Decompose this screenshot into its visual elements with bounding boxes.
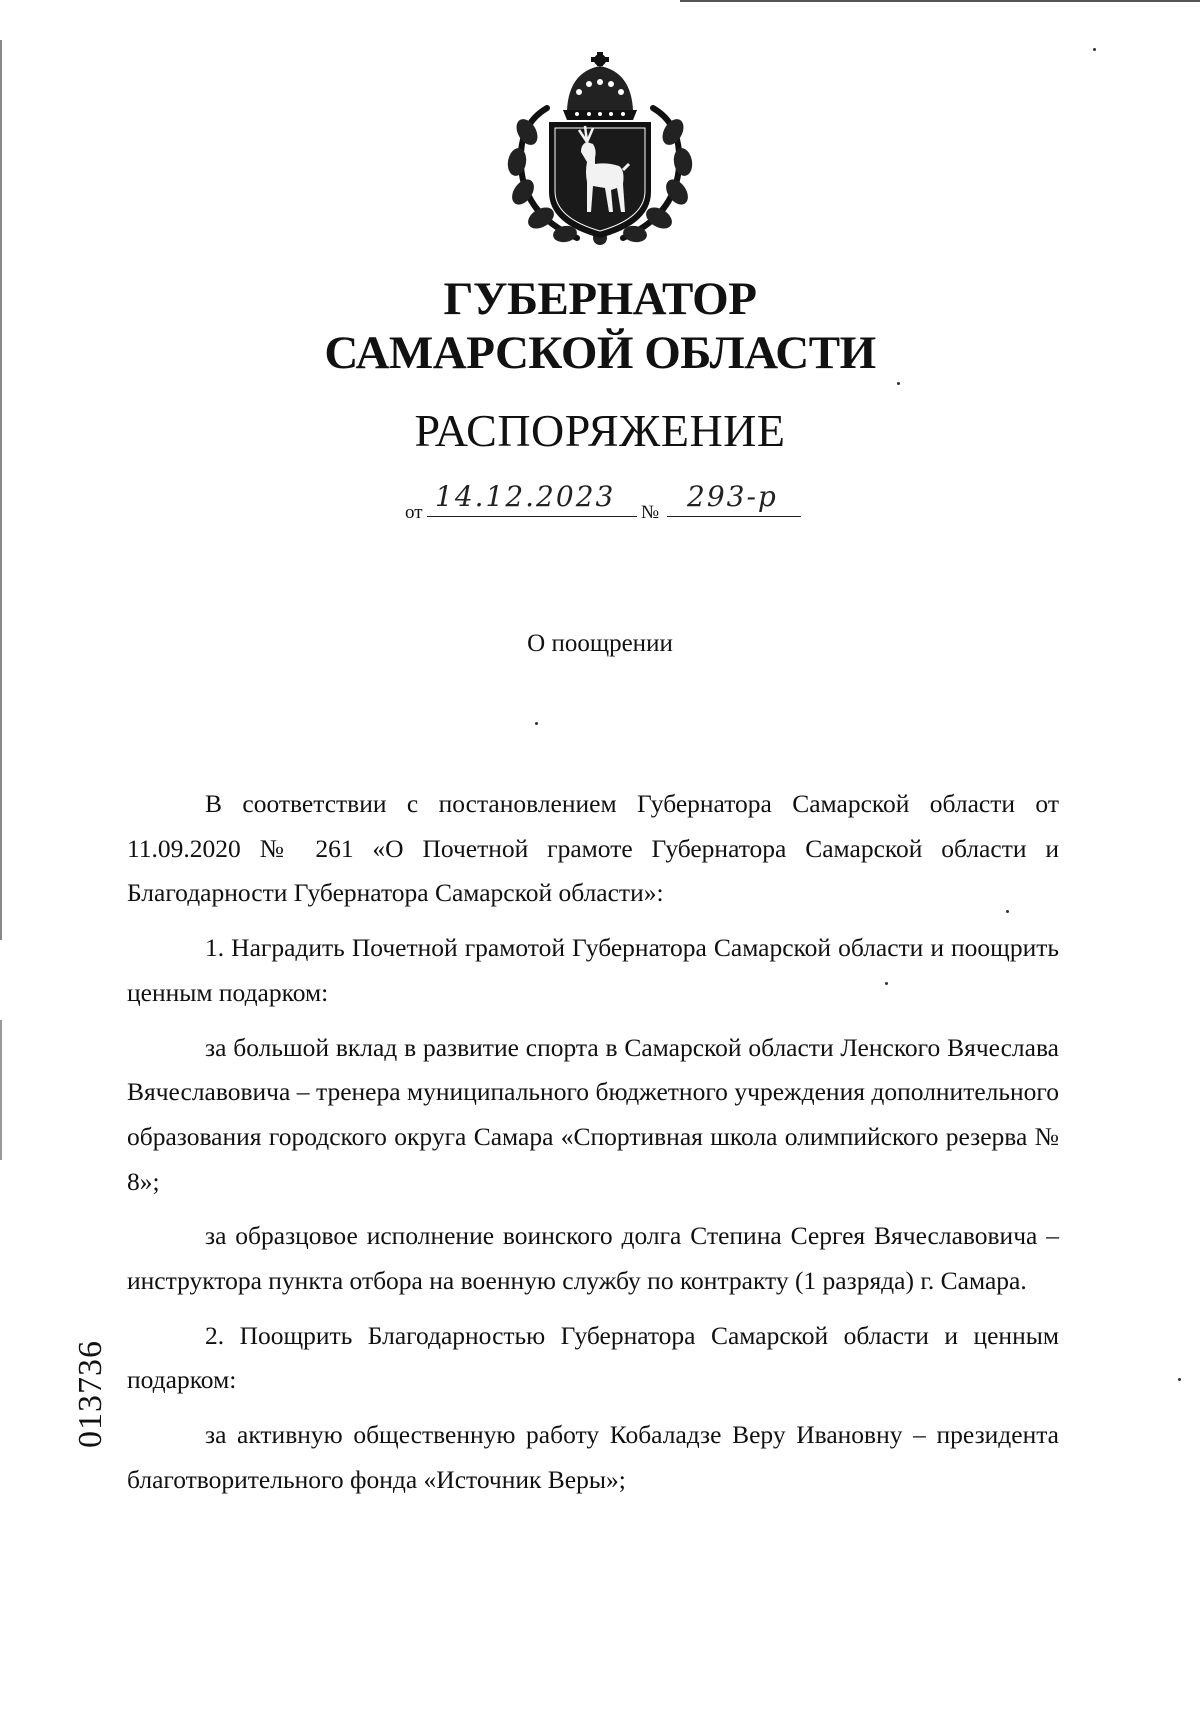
paragraph-item-2: 2. Поощрить Благодарностью Губернатора Самарской области и ценным подарком: <box>127 1320 1059 1395</box>
paragraph-item-2-award-1: за активную общественную работу Кобаладзе Веру Ивановну – президента благотворительного фонда «Источник Веры»; <box>127 1420 1059 1494</box>
serial-number: 013736 <box>72 1340 109 1448</box>
paragraph-preamble: В соответствии с постановлением Губернатора Самарской области от 11.09.2020 № 261 «О Почетной грамоте Губернатора Самарской области и Благодарности Губернатора Самарской области»: <box>127 789 1059 908</box>
scan-speck <box>885 982 888 985</box>
scan-edge <box>0 1020 2 1160</box>
scan-edge <box>680 0 1200 2</box>
scan-speck <box>1006 910 1009 913</box>
scan-speck <box>535 722 538 725</box>
scan-speck <box>897 382 900 385</box>
document-type: РАСПОРЯЖЕНИЕ <box>414 405 786 456</box>
samara-coat-of-arms-icon <box>507 52 693 246</box>
issuer-line-1: ГУБЕРНАТОР <box>443 273 757 325</box>
paragraph-item-1: 1. Наградить Почетной грамотой Губернатора Самарской области и поощрить ценным подарком: <box>127 933 1059 1007</box>
issuer-line-2: САМАРСКОЙ ОБЛАСТИ <box>324 327 876 379</box>
from-label: от <box>405 502 423 523</box>
document-subject: О поощрении <box>527 630 673 657</box>
date-underline <box>427 516 637 517</box>
date-number-line <box>405 480 825 524</box>
paragraph-item-1-award-1: за большой вклад в развитие спорта в Самарской области Ленского Вячеслава Вячеславовича – тренера муниципального бюджетного учреждения дополнительного образования городского округа Самара «Спортивная школа олимпийского резерва № 8»; <box>127 1032 1059 1196</box>
number-underline <box>667 516 801 517</box>
handwritten-number: 293-р <box>687 480 778 513</box>
scan-speck <box>1178 1378 1181 1381</box>
handwritten-date: 14.12.2023 <box>435 480 616 513</box>
document-body <box>127 782 1059 1503</box>
issuer-title <box>0 272 1200 380</box>
scan-edge <box>0 40 2 940</box>
paragraph-item-1-award-2: за образцовое исполнение воинского долга Степина Сергея Вячеславовича – инструктора пункта отбора на военную службу по контракту (1 разряда) г. Самара. <box>127 1221 1059 1296</box>
scan-speck <box>1093 48 1096 51</box>
number-label: № <box>641 502 660 523</box>
